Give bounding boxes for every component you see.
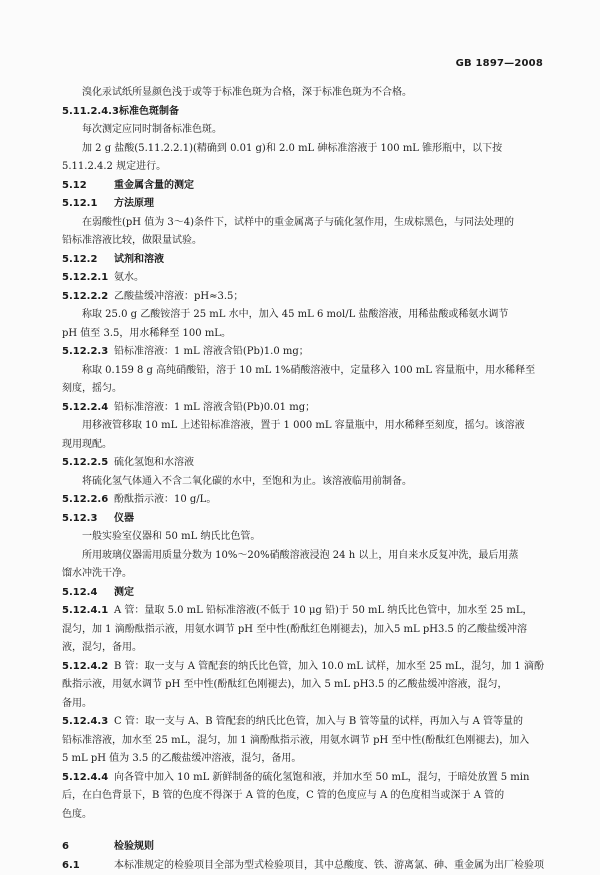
section-heading — [62, 584, 550, 603]
line-text: 溴化汞试纸所显颜色浅于或等于标准色斑为合格，深于标准色斑为不合格。 — [82, 87, 412, 98]
text-line — [62, 84, 550, 103]
line-text: 5.11.2.4.2 规定进行。 — [62, 161, 166, 172]
text-line — [62, 269, 550, 288]
line-text: 向各管中加入 10 mL 新鲜制备的硫化氢饱和液，并加水至 50 mL，混匀，于暗处放置 5 min — [114, 772, 529, 783]
standard-number-header: GB 1897—2008 — [456, 58, 543, 69]
clause-number: 5.12.4.3 — [62, 713, 114, 732]
line-text: 每次测定应同时制备标准色斑。 — [82, 124, 222, 135]
line-text: 色度。 — [62, 809, 92, 820]
line-text: B 管：取一支与 A 管配套的纳氏比色管，加入 10.0 mL 试样，加水至 25 mL，混匀，加 1 滴酚 — [114, 661, 544, 672]
text-line — [62, 214, 550, 233]
line-text: 乙酸盐缓冲溶液：pH≈3.5； — [114, 291, 243, 302]
text-line — [62, 658, 550, 677]
text-line — [62, 473, 550, 492]
text-line — [62, 491, 550, 510]
text-line — [62, 713, 550, 732]
section-heading — [62, 251, 550, 270]
clause-number: 5.12.2.3 — [62, 343, 114, 362]
clause-number: 5.12.2.4 — [62, 399, 114, 418]
line-text: 用移液管移取 10 mL 上述铅标准溶液，置于 1 000 mL 容量瓶中，用水稀释至刻度，摇匀。该溶液 — [82, 420, 525, 431]
line-text: pH 值至 3.5，用水稀释至 100 mL。 — [62, 328, 231, 339]
line-text: A 管：量取 5.0 mL 铅标准溶液(不低于 10 μg 铅)于 50 mL 纳氏比色管中，加水至 25 mL， — [114, 605, 533, 616]
text-line — [62, 436, 550, 455]
text-line — [62, 306, 550, 325]
text-line — [62, 528, 550, 547]
line-text: 称取 25.0 g 乙酸铵溶于 25 mL 水中，加入 45 mL 6 mol/L 盐酸溶液，用稀盐酸或稀氨水调节 — [82, 309, 508, 320]
clause-number: 5.12.2.1 — [62, 269, 114, 288]
section-heading — [62, 510, 550, 529]
line-text: 硫化氢饱和水溶液 — [114, 457, 194, 468]
line-text: 在弱酸性(pH 值为 3～4)条件下，试样中的重金属离子与硫化氢作用，生成棕黑色，与同法处理的 — [82, 217, 514, 228]
line-text: 备用。 — [62, 698, 92, 709]
text-line — [62, 121, 550, 140]
text-line — [62, 639, 550, 658]
text-line — [62, 343, 550, 362]
section-heading — [62, 838, 550, 857]
line-text: 铅标准溶液：1 mL 溶液含铅(Pb)0.01 mg； — [114, 402, 315, 413]
clause-number: 5.12 — [62, 177, 114, 196]
text-line — [62, 806, 550, 825]
section-heading — [62, 195, 550, 214]
clause-number: 5.12.1 — [62, 195, 114, 214]
text-line — [62, 140, 550, 159]
line-text: 本标准规定的检验项目全部为型式检验项目，其中总酸度、铁、游离氯、砷、重金属为出厂检验项 — [114, 860, 544, 871]
clause-number: 5.12.2.6 — [62, 491, 114, 510]
line-text: 所用玻璃仪器需用质量分数为 10%～20%硝酸溶液浸泡 24 h 以上，用自来水反复冲洗，最后用蒸 — [82, 550, 518, 561]
line-text: 一般实验室仪器和 50 mL 纳氏比色管。 — [82, 531, 260, 542]
text-line — [62, 565, 550, 584]
clause-number: 5.11.2.4.3 — [62, 103, 119, 122]
text-line — [62, 547, 550, 566]
line-text: 将硫化氢气体通入不含二氧化碳的水中，至饱和为止。该溶液临用前制备。 — [82, 476, 412, 487]
text-line — [62, 602, 550, 621]
text-line — [62, 621, 550, 640]
line-text: 后，在白色背景下，B 管的色度不得深于 A 管的色度，C 管的色度应与 A 的色度相当或深于 A 管的 — [62, 790, 504, 801]
document-body — [62, 84, 550, 875]
section-heading — [62, 103, 550, 122]
clause-number: 5.12.4 — [62, 584, 114, 603]
line-text: 混匀，加 1 滴酚酞指示液，用氨水调节 pH 至中性(酚酞红色刚褪去)，加入5 mL pH3.5 的乙酸盐缓冲溶 — [62, 624, 527, 635]
clause-number: 6.1 — [62, 857, 114, 875]
line-text: 铅标准溶液：1 mL 溶液含铅(Pb)1.0 mg； — [114, 346, 309, 357]
text-line — [62, 399, 550, 418]
text-line — [62, 787, 550, 806]
line-text: 铅标准溶液比较，做限量试验。 — [62, 235, 202, 246]
clause-number: 5.12.4.1 — [62, 602, 114, 621]
clause-number: 5.12.3 — [62, 510, 114, 529]
text-line — [62, 288, 550, 307]
line-text: 酚酞指示液：10 g/L。 — [114, 494, 216, 505]
line-text: 仪器 — [114, 513, 134, 524]
clause-number: 5.12.4.4 — [62, 769, 114, 788]
line-text: 标准色斑制备 — [119, 106, 179, 117]
section-heading — [62, 177, 550, 196]
text-line — [62, 732, 550, 751]
text-line — [62, 750, 550, 769]
text-line — [62, 857, 550, 875]
line-text: 氨水。 — [114, 272, 144, 283]
line-text: 加 2 g 盐酸(5.11.2.2.1)(精确到 0.01 g)和 2.0 mL 砷标准溶液于 100 mL 锥形瓶中，以下按 — [82, 143, 502, 154]
line-text: C 管：取一支与 A、B 管配套的纳氏比色管，加入与 B 管等量的试样，再加入与 A 管等量的 — [114, 716, 523, 727]
text-line — [62, 232, 550, 251]
clause-number: 5.12.2.5 — [62, 454, 114, 473]
line-text: 酞指示液，用氨水调节 pH 至中性(酚酞红色刚褪去)，加入 5 mL pH3.5 的乙酸盐缓冲溶液，混匀， — [62, 679, 508, 690]
text-line — [62, 769, 550, 788]
text-line — [62, 380, 550, 399]
text-line — [62, 454, 550, 473]
clause-number: 5.12.4.2 — [62, 658, 114, 677]
line-text: 刻度，摇匀。 — [62, 383, 122, 394]
text-line — [62, 676, 550, 695]
clause-number: 5.12.2 — [62, 251, 114, 270]
line-text: 馏水冲洗干净。 — [62, 568, 132, 579]
text-line — [62, 417, 550, 436]
line-text: 铅标准溶液，加水至 25 mL，混匀，加 1 滴酚酞指示液，用氨水调节 pH 至中性(酚酞红色刚褪去)，加入 — [62, 735, 529, 746]
line-text: 方法原理 — [114, 198, 154, 209]
text-line — [62, 158, 550, 177]
clause-number: 5.12.2.2 — [62, 288, 114, 307]
line-text: 液，混匀，备用。 — [62, 642, 142, 653]
line-text: 5 mL pH 值为 3.5 的乙酸盐缓冲溶液，混匀，备用。 — [62, 753, 301, 764]
line-text: 称取 0.159 8 g 高纯硝酸铅，溶于 10 mL 1%硝酸溶液中，定量移入 100 mL 容量瓶中，用水稀释至 — [82, 365, 535, 376]
clause-number: 6 — [62, 838, 114, 857]
text-line — [62, 695, 550, 714]
line-text: 现用现配。 — [62, 439, 112, 450]
line-text: 测定 — [114, 587, 134, 598]
line-text: 重金属含量的测定 — [114, 180, 194, 191]
section-gap — [62, 824, 550, 838]
text-line — [62, 325, 550, 344]
line-text: 检验规则 — [114, 841, 154, 852]
line-text: 试剂和溶液 — [114, 254, 164, 265]
text-line — [62, 362, 550, 381]
